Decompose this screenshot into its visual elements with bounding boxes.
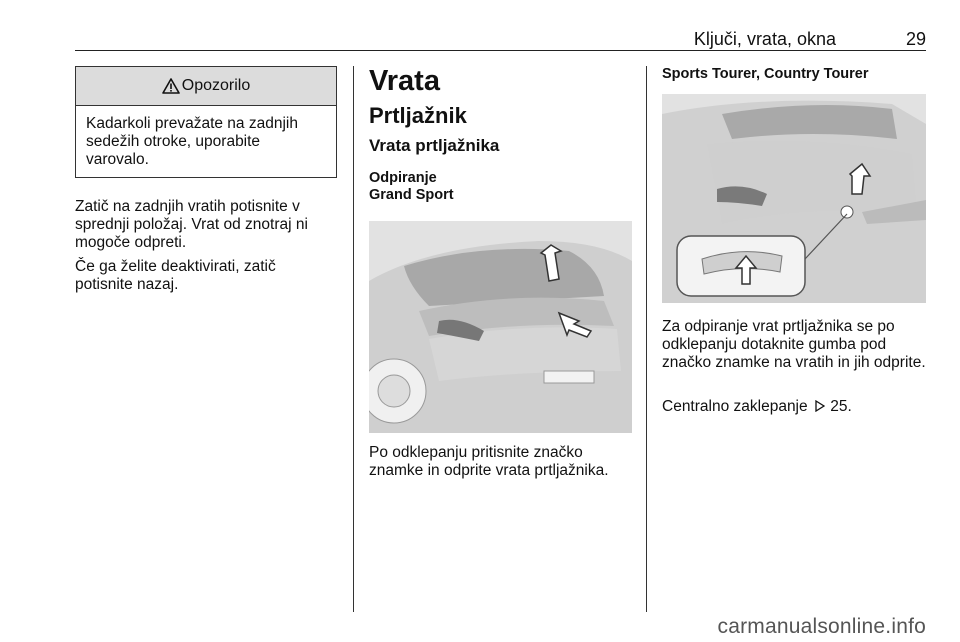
cross-reference [662, 398, 926, 416]
warning-text: Kadarkoli prevažate na zadnjih sedežih otroke, uporabite varovalo. [86, 115, 298, 168]
heading-doors: Vrata [369, 65, 440, 97]
warning-header [76, 67, 336, 106]
subheading-grand-sport: Grand Sport [369, 187, 454, 203]
watermark: carmanualsonline.info [717, 615, 926, 638]
column-2 [369, 65, 635, 479]
heading-luggage: Prtljažnik [369, 103, 467, 128]
grand-sport-tailgate-illustration [369, 221, 632, 433]
caption: Po odklepanju pritisnite značko znamke in odprite vrata prtljažnika. [369, 444, 609, 479]
column-divider-1 [353, 66, 354, 612]
paragraph: Če ga želite deaktivirati, zatič potisnite nazaj. [75, 258, 276, 293]
column-3 [662, 66, 926, 415]
column-divider-2 [646, 66, 647, 612]
warning-triangle-icon [162, 78, 180, 94]
page-header [75, 28, 926, 51]
sports-tourer-tailgate-illustration [662, 94, 926, 303]
column-1 [75, 66, 337, 294]
paragraph: Za odpiranje vrat prtljažnika se po odklepanju dotaknite gumba pod značko znamke na vratih in jih odprite. [662, 318, 926, 371]
page-reference-arrow-icon [815, 400, 825, 412]
heading-sports-tourer: Sports Tourer, Country Tourer [662, 66, 869, 82]
cross-reference-text: Centralno zaklepanje [662, 398, 808, 415]
cross-reference-page[interactable]: 25. [830, 398, 852, 415]
page-number: 29 [905, 29, 926, 49]
warning-title: Opozorilo [181, 77, 251, 94]
warning-box [75, 66, 337, 178]
header-title: Ključi, vrata, okna [693, 29, 836, 49]
heading-tailgate: Vrata prtljažnika [369, 136, 500, 155]
paragraph: Zatič na zadnjih vratih potisnite v sprednji položaj. Vrat od znotraj ni mogoče odpreti. [75, 198, 308, 251]
subheading-opening: Odpiranje [369, 170, 437, 186]
